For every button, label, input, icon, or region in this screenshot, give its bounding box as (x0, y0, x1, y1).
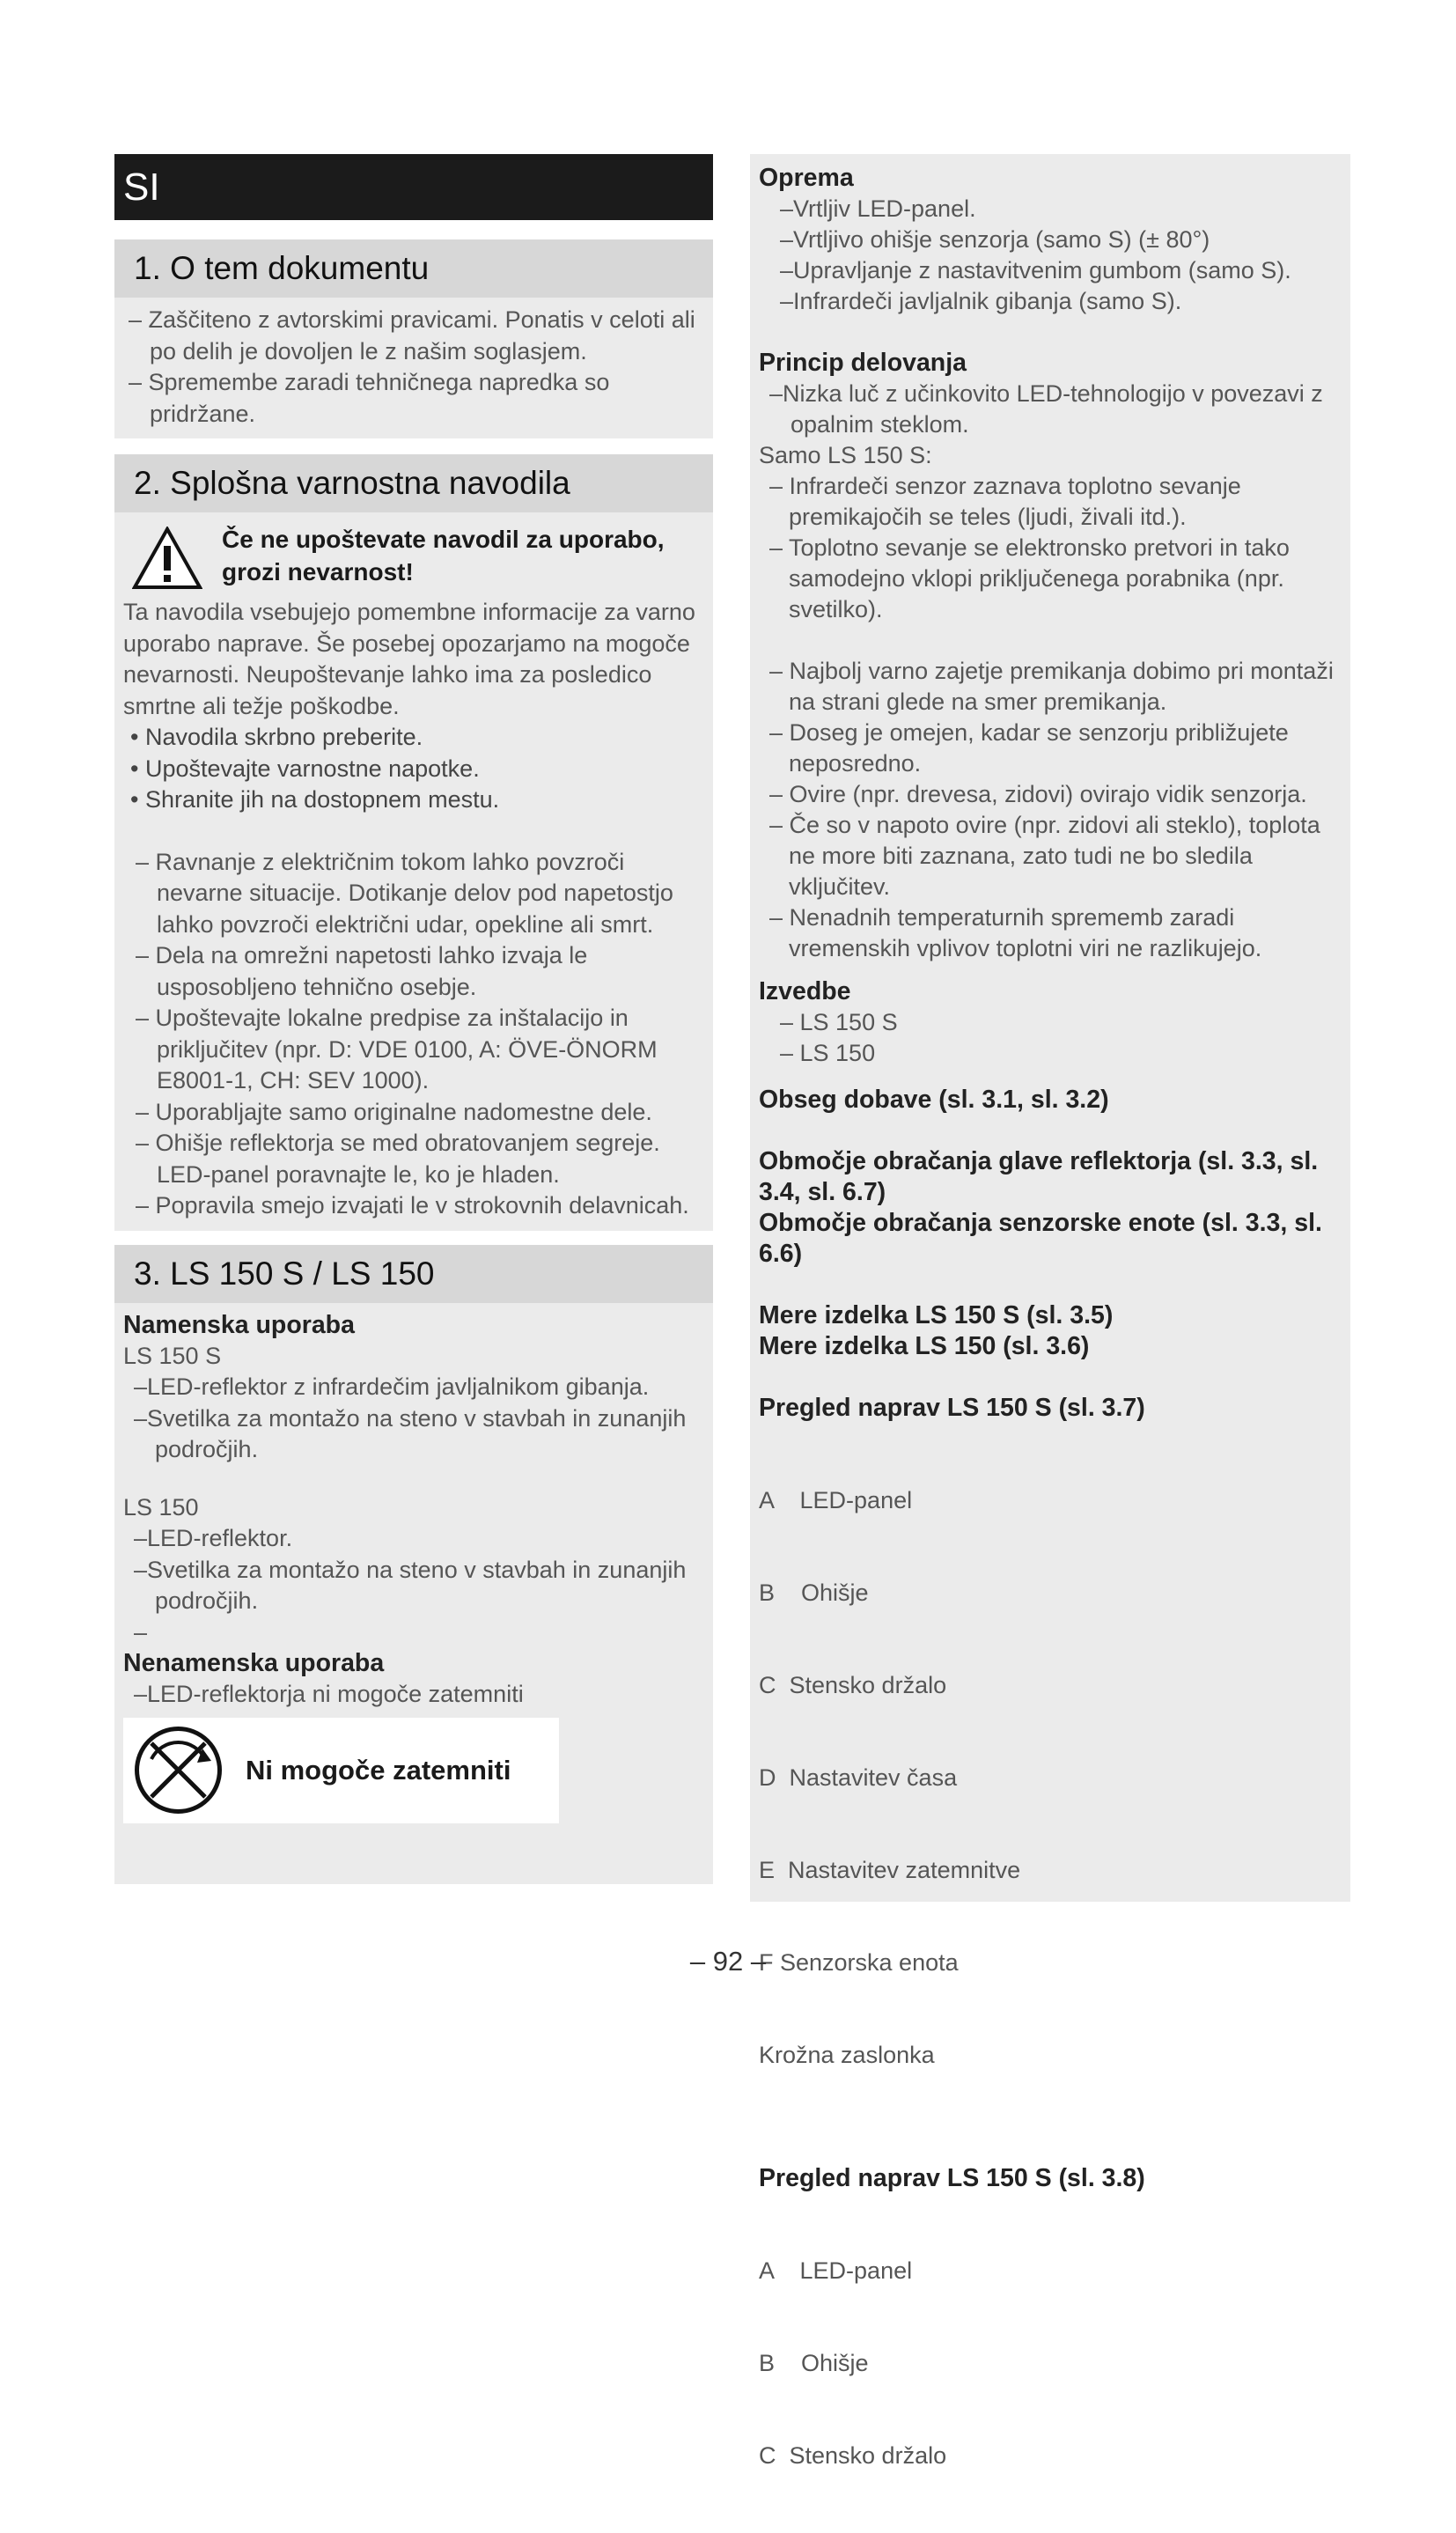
list-item: B Ohišje (759, 2350, 869, 2376)
list-item: – Nenadnih temperaturnih sprememb zaradi vremenskih vplivov toplotni viri ne razlikujejo. (769, 904, 1262, 961)
list-item: D Nastavitev časa (759, 1764, 958, 1791)
model-label: LS 150 S (123, 1342, 222, 1369)
section-2-body (114, 512, 713, 1231)
list-item: –Vrtljiv LED-panel. (780, 195, 976, 222)
page-number: – 92 – (689, 1946, 767, 1977)
list-item: • Shranite jih na dostopnem mestu. (130, 786, 500, 813)
list-item: – Upoštevajte lokalne predpise za inštalacijo in priključitev (npr. D: VDE 0100, A: ÖVE-ÖNORM E8001-1, CH: SEV 1000). (136, 1005, 658, 1093)
list-item: –Upravljanje z nastavitvenim gumbom (samo S). (780, 257, 1291, 283)
right-column (750, 154, 1350, 2469)
list-item: –Vrtljivo ohišje senzorja (samo S) (± 80°) (780, 226, 1210, 253)
section-2-title: 2. Splošna varnostna navodila (114, 454, 713, 512)
warning-triangle-icon (132, 526, 202, 590)
left-column (114, 154, 713, 1902)
list-item: C Stensko držalo (759, 2442, 947, 2469)
list-item: A LED-panel (759, 2257, 913, 2284)
list-item: • Upoštevajte varnostne napotke. (130, 755, 480, 782)
warning-notice (123, 519, 706, 597)
safety-intro: Ta navodila vsebujejo pomembne informacije za varno uporabo naprave. Še posebej opozarjamo na mogoče nevarnosti. Neupoštevanje lahko ima za posledico smrtne ali težje poškodbe. (123, 599, 695, 719)
swivel-sensor-heading: Območje obračanja senzorske enote (sl. 3.3, sl. 6.6) (759, 1209, 1322, 1268)
dimensions-s-heading: Mere izdelka LS 150 S (sl. 3.5) (759, 1301, 1114, 1329)
list-item: – Spremembe zaradi tehničnega napredka so pridržane. (129, 369, 610, 427)
list-item: – Ohišje reflektorja se med obratovanjem segreje. LED-panel poravnajte le, ko je hladen. (136, 1130, 660, 1188)
dimensions-heading: Mere izdelka LS 150 (sl. 3.6) (759, 1332, 1090, 1360)
unintended-use-heading: Nenamenska uporaba (123, 1649, 385, 1677)
list-item: – LS 150 (780, 1040, 876, 1066)
list-item: • Navodila skrbno preberite. (130, 724, 423, 750)
list-item: Krožna zaslonka (759, 2042, 935, 2068)
list-item: – Zaščiteno z avtorskimi pravicami. Ponatis v celoti ali po delih je dovoljen le z našim soglasjem. (129, 306, 695, 364)
list-item: – Toplotno sevanje se elektronsko pretvori in tako samodejno vklopi priključenega porabnika (npr. svetilko). (769, 534, 1290, 622)
list-item: –LED-reflektorja ni mogoče zatemniti (134, 1681, 524, 1707)
no-dimming-notice (123, 1718, 559, 1823)
section-3-title: 3. LS 150 S / LS 150 (114, 1245, 713, 1303)
no-dimming-label: Ni mogoče zatemniti (246, 1754, 511, 1786)
list-item: B Ohišje (759, 1579, 869, 1606)
equipment-heading: Oprema (759, 164, 854, 192)
overview-1-heading: Pregled naprav LS 150 S (sl. 3.7) (759, 1394, 1145, 1422)
section-1-body (114, 298, 713, 438)
list-item: – Ovire (npr. drevesa, zidovi) ovirajo vidik senzorja. (769, 781, 1307, 807)
model-label: LS 150 (123, 1493, 199, 1521)
list-item: C Stensko držalo (759, 1672, 947, 1698)
versions-heading: Izvedbe (759, 977, 851, 1005)
list-item: A LED-panel (759, 1487, 913, 1513)
list-item: –Svetilka za montažo na steno v stavbah in zunanjih področjih. (134, 1404, 687, 1462)
list-item: – Doseg je omejen, kadar se senzorju približujete neposredno. (769, 719, 1289, 777)
list-item: –Svetilka za montažo na steno v stavbah in zunanjih področjih. (134, 1556, 687, 1614)
delivery-heading: Obseg dobave (sl. 3.1, sl. 3.2) (759, 1086, 1109, 1114)
list-item: – LS 150 S (780, 1009, 898, 1035)
warning-text: Če ne upoštevate navodil za uporabo, grozi nevarnost! (222, 526, 665, 585)
section-3-body (114, 1303, 713, 1884)
overview-2-heading: Pregled naprav LS 150 S (sl. 3.8) (759, 2164, 1145, 2192)
list-item: – Infrardeči senzor zaznava toplotno sevanje premikajočih se teles (ljudi, živali itd.). (769, 473, 1241, 530)
principle-heading: Princip delovanja (759, 349, 967, 377)
intended-use-heading: Namenska uporaba (123, 1310, 355, 1339)
list-item: – Uporabljajte samo originalne nadomestne dele. (136, 1098, 652, 1125)
list-item: F Senzorska enota (759, 1949, 959, 1976)
list-item: – Najbolj varno zajetje premikanja dobimo pri montaži na strani glede na smer premikanja. (769, 658, 1334, 715)
list-item: –Infrardeči javljalnik gibanja (samo S). (780, 288, 1182, 314)
list-item: – (134, 1618, 148, 1646)
list-item: – Popravila smejo izvajati le v strokovnih delavnicah. (136, 1192, 689, 1219)
list-item: – Ravnanje z električnim tokom lahko povzroči nevarne situacije. Dotikanje delov pod napetostjo lahko povzroči električni udar, opekline ali smrt. (136, 848, 673, 938)
section-1-title: 1. O tem dokumentu (114, 239, 713, 298)
list-item: E Nastavitev zatemnitve (759, 1857, 1021, 1883)
only-s-label: Samo LS 150 S: (759, 442, 932, 468)
list-item: –Nizka luč z učinkovito LED-tehnologijo v povezavi z opalnim steklom. (769, 380, 1323, 438)
list-item: – Dela na omrežni napetosti lahko izvaja le usposobljeno tehnično osebje. (136, 942, 588, 1000)
swivel-head-heading: Območje obračanja glave reflektorja (sl. 3.3, sl. 3.4, sl. 6.7) (759, 1147, 1319, 1206)
list-item: –LED-reflektor. (134, 1525, 293, 1551)
list-item: –LED-reflektor z infrardečim javljalnikom gibanja. (134, 1373, 650, 1400)
language-bar: SI (114, 154, 713, 220)
list-item: – Če so v napoto ovire (npr. zidovi ali steklo), toplota ne more biti zaznana, zato tudi ne bo sledila vključitev. (769, 812, 1320, 900)
no-dimming-icon (132, 1724, 224, 1816)
